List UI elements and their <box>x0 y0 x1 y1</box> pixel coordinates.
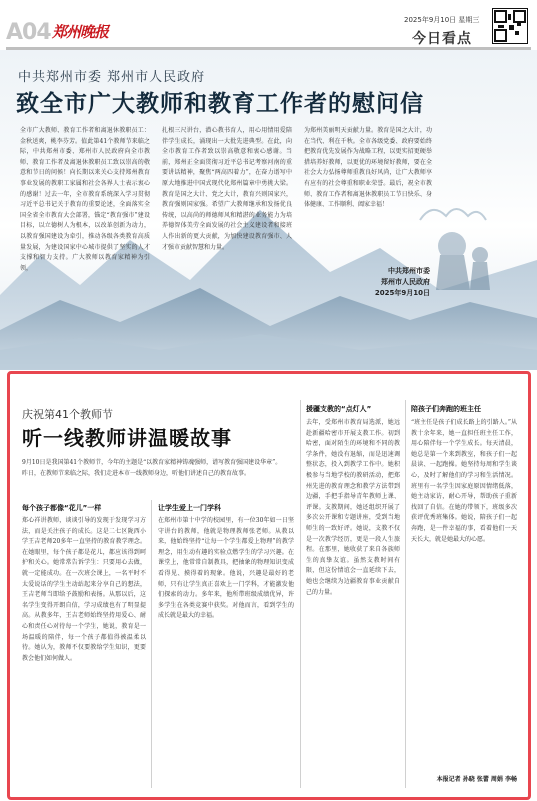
letter-column-3 <box>304 126 432 234</box>
letter-column-1 <box>20 126 150 272</box>
signature-line: 中共郑州市委 <box>388 267 430 275</box>
column-divider <box>151 500 152 788</box>
letter-column-2 <box>162 126 292 254</box>
letter-column-1-text: 全市广大教师、教育工作者和离退休教职员工：金秋送爽，桃李芬芳。值此第41个教师节来临之际，中共郑州市委、郑州市人民政府向全市教师、教育工作者及离退休教职员工致以崇高的敬意和节日的问候！向长期以来关心支持郑州教育事业发展的教职工家属和社会各界人士表示衷心的感谢！过去一年，全市教育系统深入学习贯彻习近平总书记关于教育的重要论述，全面落实全国全省全市教育大会部署，锚定“教育强市”建设目标，以立德树人为根本，以改革创新为动力，以教育强国建设为牵引，推动各级各类教育高质量发展，为建设国家中心城市提供了坚实的人才支撑和智力支持。广大教师以教育家精神为引领， <box>20 127 150 272</box>
feature-title: 听一线教师讲温暖故事 <box>22 426 232 450</box>
issue-date: 2025年9月10日 星期三 <box>404 16 480 24</box>
section-body <box>306 418 400 788</box>
newspaper-logo: 郑州晚报 <box>52 23 109 41</box>
feature-kicker: 庆祝第41个教师节 <box>22 408 113 421</box>
section-text: 郑心祥讲教师，谈谈引导的发现于发现学习方法，而是关注孩子的成长。这是二七区陇西小学王吉老师20多年一直坚持的教育教学理念。在她眼里，每个孩子都是花儿，都应该得到呵护和关心。她常常告诉学生：只要用心去做，就一定能成功。在一次班会课上，一名平时不太爱说话的学生主动站起来分享自己的想法，王吉老师当即给予鼓励和表扬。从那以后，这名学生变得开朗自信，学习成绩也有了明显提高。从教多年，王吉老师始终坚持用爱心、耐心和责任心对待每一个学生，她说，教育是一场温暖的陪伴，每一个孩子都值得被温柔以待。她认为，教师不仅要教给学生知识，更要教会他们如何做人。 <box>22 517 146 662</box>
qr-code-icon <box>492 8 528 44</box>
column-divider <box>300 400 301 788</box>
section-body <box>158 516 294 788</box>
signature-date: 2025年9月10日 <box>374 289 430 297</box>
column-divider <box>405 400 406 788</box>
section-heading: 让学生爱上一门学科 <box>158 504 221 512</box>
signature-line: 郑州市人民政府 <box>381 278 430 286</box>
letter-column-2-text: 扎根三尺讲台，潜心教书育人，用心用情用爱陪伴学生成长，涌现出一大批先进典型。在此，向全市教育工作者致以崇高敬意和衷心感谢。当前，郑州正全面贯彻习近平总书记考察河南的重要讲话精神，聚焦“两高四着力”，在奋力谱写中原大地推进中国式现代化郑州篇章中勇挑大梁。教育是国之大计、党之大计，教育兴则国家兴，教育强则国家强。希望广大教师继承和发扬优良传统，以高尚的师德师风和精湛的业务能力为培养德智体美劳全面发展的社会主义建设者和接班人作出新的更大贡献，为加快建设教育强市、人才强市贡献智慧和力量。 <box>162 127 292 251</box>
page-number: A04 <box>6 20 51 45</box>
section-text: 在郑州市第十中学的校园里，有一位30年如一日坚守讲台的教师，他就是物理教师张老师。从教以来，他始终坚持“让每一个学生都爱上物理”的教学理念，用生动有趣的实验点燃学生的学习兴趣。在课堂上，他常常自制教具，把抽象的物理知识变成看得见、摸得着的现象。他说，兴趣是最好的老师，只有让学生真正喜欢上一门学科，才能激发他们探索的动力。多年来，他所带班级成绩优异，许多学生在各类竞赛中获奖。对他而言，看到学生的成长就是最大的幸福。 <box>158 517 294 620</box>
letter-signature <box>340 266 430 299</box>
section-text: “班主任是孩子们成长路上的引路人。”从教十余年来，她一直担任班主任工作，用心陪伴每一个学生成长。每天清晨，她总是第一个来到教室，和孩子们一起晨读、一起跑操。她坚持每周和学生谈心，及时了解他们的学习和生活情况。班里有一名学生因家庭原因情绪低落，她主动家访，耐心开导，帮助孩子重新找回了自信。在她的带领下，班级多次获评优秀班集体。她说，陪孩子们一起奔跑，是一件幸福的事，看着他们一天天长大，就是她最大的心愿。 <box>411 419 517 543</box>
section-name: 今日看点 <box>412 31 472 47</box>
reporter-byline: 本报记者 孙晓 张蕾 周娟 李畅 <box>436 776 517 783</box>
section-body <box>22 516 146 788</box>
letter-subtitle: 中共郑州市委 郑州市人民政府 <box>18 70 206 85</box>
letter-title: 致全市广大教师和教育工作者的慰问信 <box>16 90 424 117</box>
section-heading: 援疆支教的“点灯人” <box>306 405 372 413</box>
section-body <box>411 418 517 770</box>
section-heading: 每个孩子都像“花儿”一样 <box>22 504 102 512</box>
letter-column-3-text: 为郑州美丽明天贡献力量。教育是国之大计，功在当代、利在千秋。全市各级党委、政府要始终把教育优先发展作为战略工程，以更实招更硬举措培养好教师，以更优的环境留好教师，要在全社会大力弘扬尊师重教良好风尚，让广大教师享有应有的社会尊重和职业荣誉。最后，祝全市教师、教育工作者和离退休教职员工节日快乐、身体健康、工作顺利、阖家幸福！ <box>304 127 432 209</box>
section-heading: 陪孩子们奔跑的班主任 <box>411 405 481 413</box>
section-text: 去年，受郑州市教育局选派，她远赴新疆哈密市开展支教工作。初到哈密，面对陌生的环境和不同的教学条件，她没有退缩，而是迅速调整状态，投入到教学工作中。她积极参与当地学校的教研活动，把郑州先进的教育理念和教学方法带到边疆，手把手指导青年教师上课、评课。支教期间，她还组织开展了多次公开课和专题讲座，受到当地师生的一致好评。她说，支教不仅是一次教学经历，更是一段人生旅程。在那里，她收获了来自各族师生的真挚友谊。虽然支教时间有限，但这份情谊会一直延续下去，她也会继续为边疆教育事业贡献自己的力量。 <box>306 419 400 596</box>
feature-lead: 9月10日是我国第41个教师节，今年的主题是“以教育家精神铸魂强师，谱写教育强国建设华章”。昨日，在教师节来临之际，我们走进本市一线教师身边，听他们讲述自己的教育故事。 <box>22 459 282 477</box>
